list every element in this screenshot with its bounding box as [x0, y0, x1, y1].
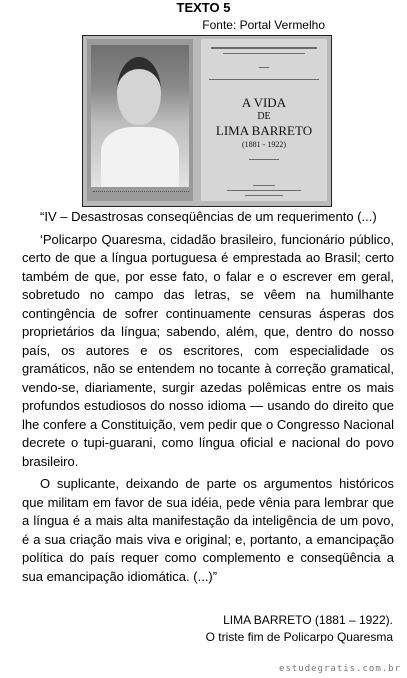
page-text-line	[253, 185, 275, 186]
book-title-page	[201, 39, 327, 201]
credit	[206, 612, 393, 646]
excerpt-heading: “IV – Desastrosas conseqüências de um requerimento (...)	[40, 209, 377, 224]
main-text	[22, 208, 394, 586]
page-text-line	[223, 53, 305, 54]
book-image	[82, 35, 332, 207]
watermark: estudegratis.com.br	[279, 664, 401, 674]
paragraph-1: ‘Policarpo Quaresma, cidadão brasileiro, funcionário público, certo de que a língua portuguesa é emprestada ao Brasil; certo também de que, por esse fato, o falar e o escrever em geral, sobretudo no campo das letras, se vêem na humilhante contingência de sofrer continuamente censuras ásperas dos proprietários da língua; sabendo, além, que, dentro do nosso país, os autores e os escritores, com especialidade os gramáticos, não se entendem no tocante à correção gramatical, vendo-se, diariamente, surgir azedas polêmicas entre os mais profundos estudiosos do nosso idioma — usando do direito que lhe confere a Constituição, vem pedir que o Congresso Nacional decrete o tupi-guarani, como língua oficial e nacional do povo brasileiro.	[22, 231, 394, 469]
book-title-line1: A VIDA	[241, 95, 287, 110]
credit-author: LIMA BARRETO (1881 – 1922).	[223, 613, 393, 627]
photo-caption	[93, 191, 189, 198]
page-text-line	[209, 79, 319, 80]
text-title: TEXTO 5	[176, 0, 231, 15]
portrait-collar	[101, 127, 179, 187]
paragraph-2: O suplicante, deixando de parte os argumentos históricos que militam em favor de sua idéia, pede vênia para lembrar que a língua é a mais alta manifestação da inteligência de um povo, é a sua criação mais viva e original; e, portanto, a emancipação política do país requer como complemento e conseqüência a sua emancipação idiomática. (...)”	[22, 476, 394, 584]
portrait-photo	[87, 39, 193, 201]
page-text-line	[249, 159, 279, 160]
page-text-line	[227, 190, 301, 191]
book-title-line2: DE	[257, 111, 271, 122]
page-text-line	[245, 195, 283, 196]
page-text-line	[259, 67, 269, 68]
page-text-line	[211, 47, 317, 49]
book-title-line3: LIMA BARRETO	[215, 123, 313, 138]
book-years: (1881 - 1922)	[242, 140, 286, 149]
credit-work: O triste fim de Policarpo Quaresma	[205, 630, 393, 644]
source-label: Fonte: Portal Vermelho	[202, 18, 325, 32]
portrait-head	[117, 57, 161, 125]
